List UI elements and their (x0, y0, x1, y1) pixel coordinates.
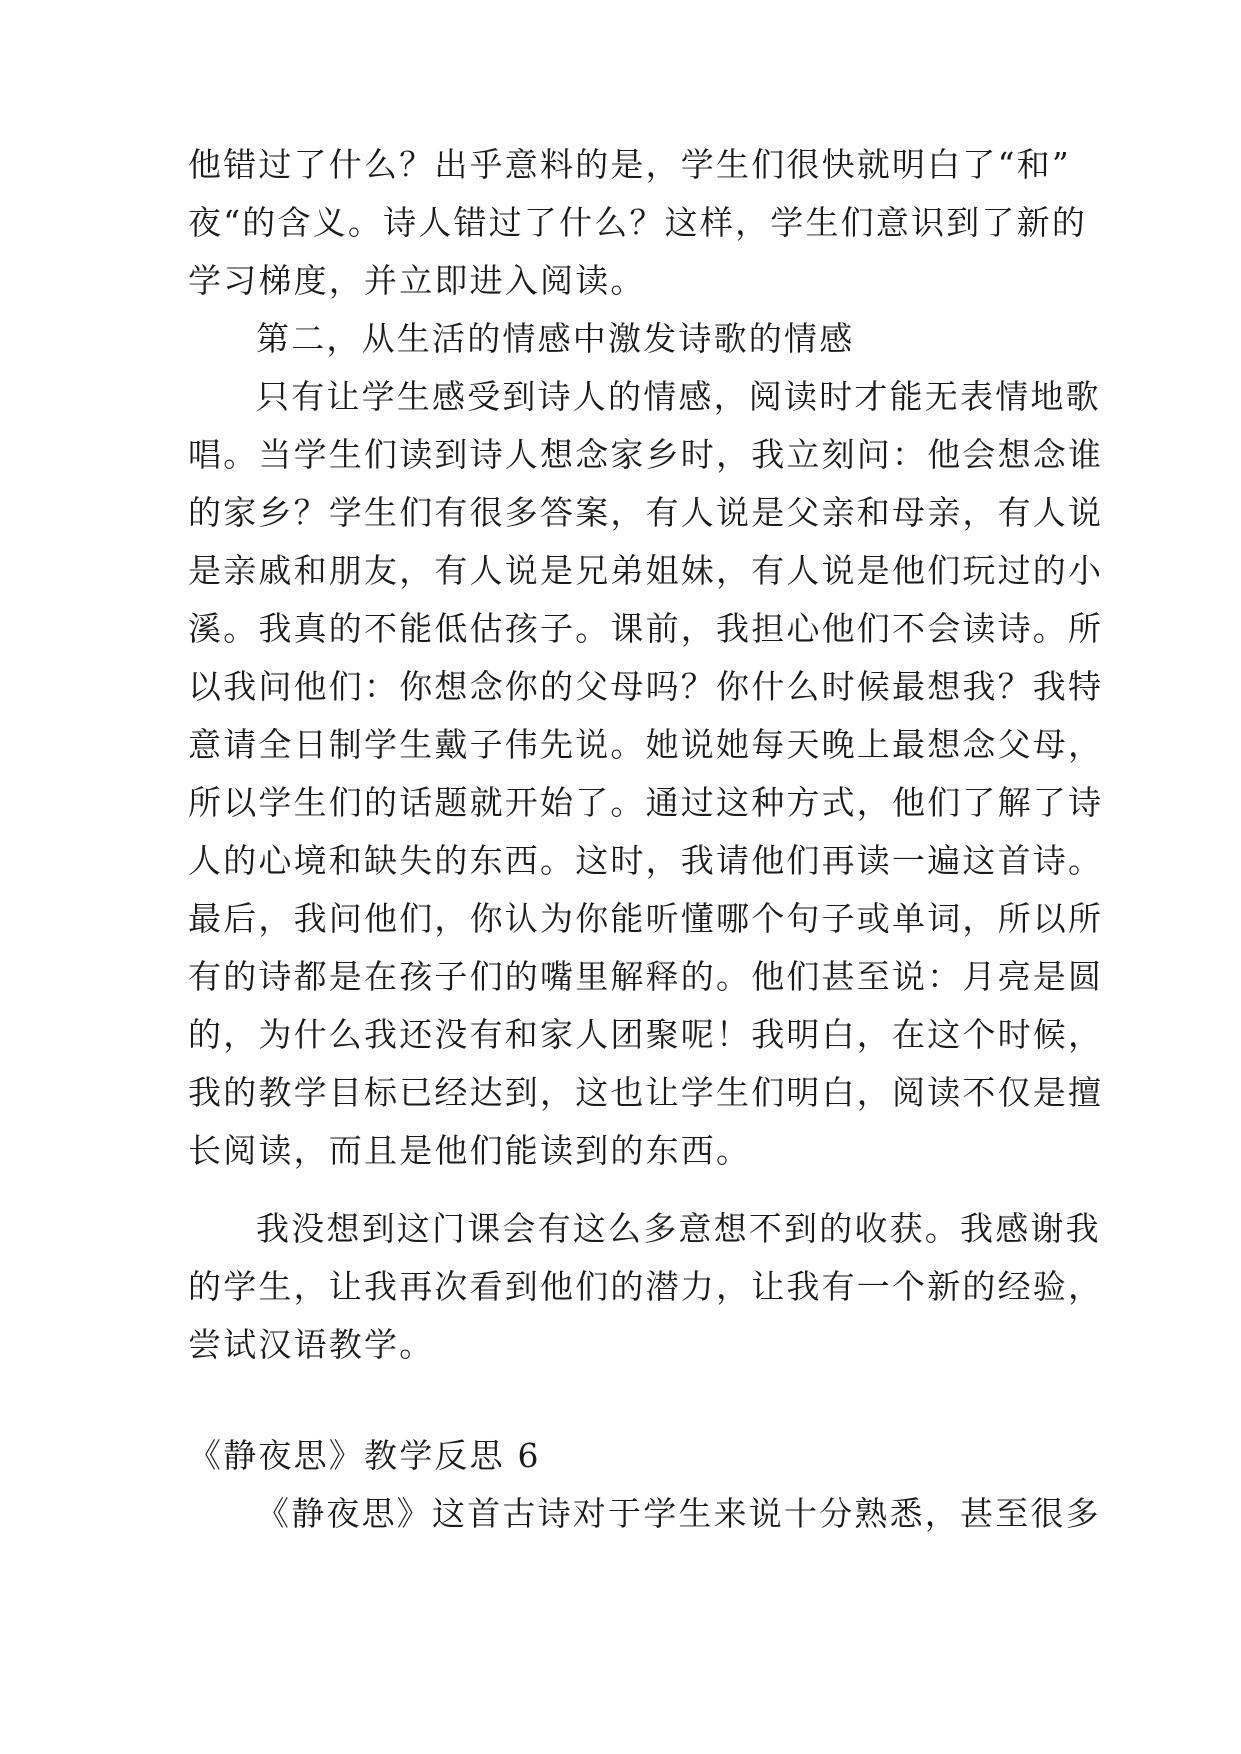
document-title: 《静夜思》教学反思 6 (188, 1436, 541, 1475)
text-line: 最后，我问他们，你认为你能听懂哪个句子或单词，所以所 (188, 899, 1104, 938)
text-line: 夜“的含义。诗人错过了什么？这样，学生们意识到了新的 (188, 203, 1088, 242)
text-line: 以我问他们：你想念你的父母吗？你什么时候最想我？我特 (188, 667, 1104, 706)
text-line: 我的教学目标已经达到，这也让学生们明白，阅读不仅是擅 (188, 1073, 1104, 1112)
text-line: 学习梯度，并立即进入阅读。 (188, 261, 646, 300)
text-line: 《静夜思》这首古诗对于学生来说十分熟悉，甚至很多 (256, 1494, 1101, 1533)
text-line: 的家乡？学生们有很多答案，有人说是父亲和母亲，有人说 (188, 493, 1104, 532)
text-line: 的，为什么我还没有和家人团聚呢！我明白，在这个时候， (188, 1015, 1104, 1054)
text-line: 他错过了什么？出乎意料的是，学生们很快就明白了“和” (188, 145, 1071, 184)
text-line: 长阅读，而且是他们能读到的东西。 (188, 1131, 752, 1170)
text-line: 的学生，让我再次看到他们的潜力，让我有一个新的经验， (188, 1267, 1104, 1306)
section-heading: 第二，从生活的情感中激发诗歌的情感 (256, 319, 855, 358)
text-line: 意请全日制学生戴子伟先说。她说她每天晚上最想念父母， (188, 725, 1104, 764)
text-line: 唱。当学生们读到诗人想念家乡时，我立刻问：他会想念谁 (188, 435, 1104, 474)
text-line: 尝试汉语教学。 (188, 1325, 435, 1364)
text-line: 我没想到这门课会有这么多意想不到的收获。我感谢我 (256, 1209, 1101, 1248)
text-line: 有的诗都是在孩子们的嘴里解释的。他们甚至说：月亮是圆 (188, 957, 1104, 996)
text-line: 所以学生们的话题就开始了。通过这种方式，他们了解了诗 (188, 783, 1104, 822)
text-line: 溪。我真的不能低估孩子。课前，我担心他们不会读诗。所 (188, 609, 1104, 648)
text-line: 人的心境和缺失的东西。这时，我请他们再读一遍这首诗。 (188, 841, 1104, 880)
text-line: 是亲戚和朋友，有人说是兄弟姐妹，有人说是他们玩过的小 (188, 551, 1104, 590)
text-line: 只有让学生感受到诗人的情感，阅读时才能无表情地歌 (256, 377, 1101, 416)
